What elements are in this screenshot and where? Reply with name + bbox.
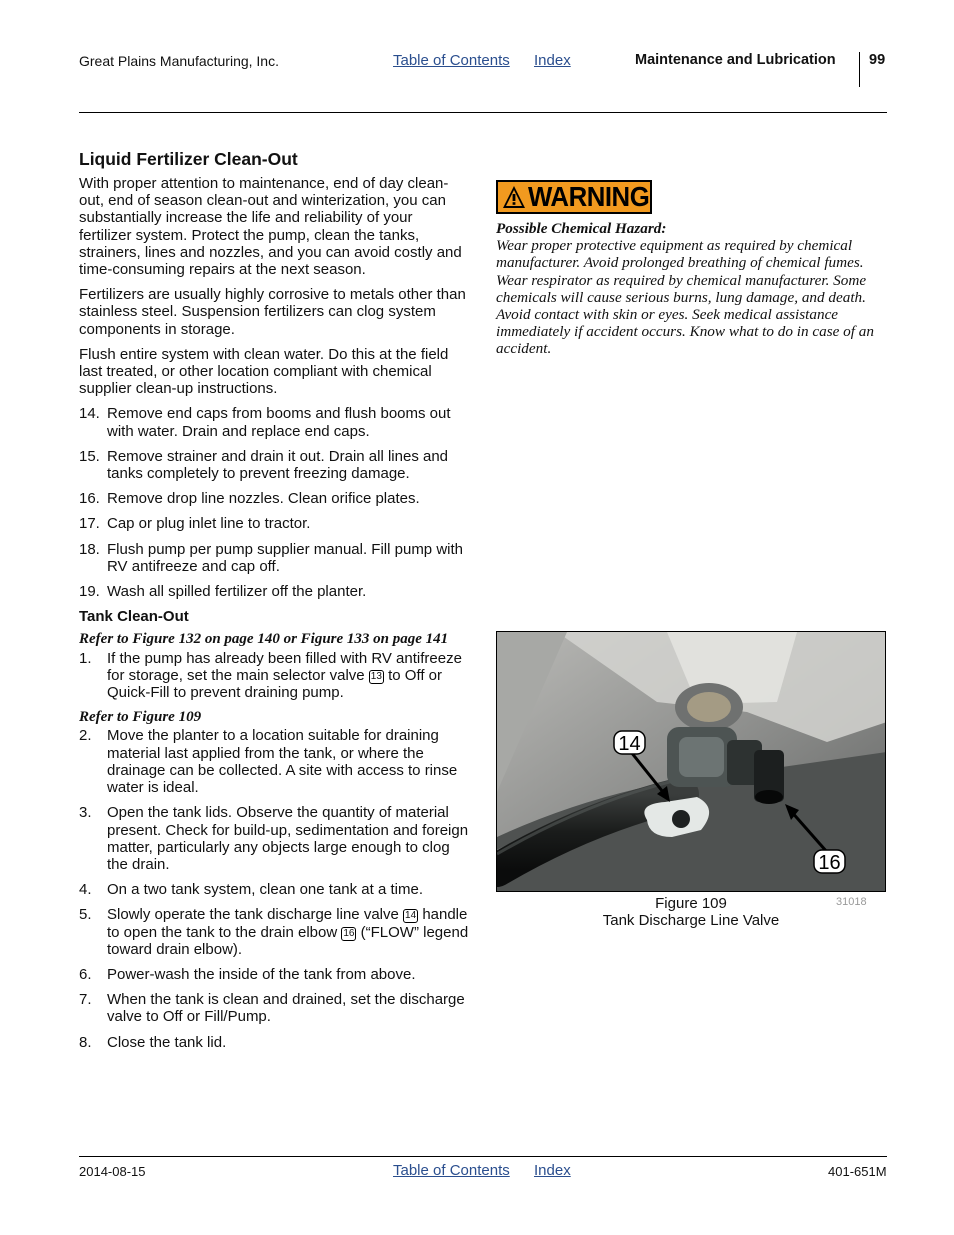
header-divider xyxy=(859,52,860,87)
list-item: 14. Remove end caps from booms and flush booms out with water. Drain and replace end caps. xyxy=(79,405,451,440)
footer-date: 2014-08-15 xyxy=(79,1164,146,1179)
figure-reference: Refer to Figure 109 xyxy=(79,709,202,726)
index-link-top[interactable]: Index xyxy=(534,52,571,69)
tank-valve-photo xyxy=(496,631,886,892)
subsection-heading: Tank Clean-Out xyxy=(79,608,189,626)
list-item: 3. Open the tank lids. Observe the quantity of material present. Check for build-up, sedimentation and foreign matter, particularly any objects large enough to clog the drain. xyxy=(79,804,469,873)
warning-heading: Possible Chemical Hazard: xyxy=(496,220,667,237)
toc-link-bottom[interactable]: Table of Contents xyxy=(393,1162,510,1179)
list-item: 16. Remove drop line nozzles. Clean orifice plates. xyxy=(79,490,420,508)
figure-caption: Tank Discharge Line Valve xyxy=(602,912,780,929)
company-name: Great Plains Manufacturing, Inc. xyxy=(79,53,279,69)
section-heading: Liquid Fertilizer Clean-Out xyxy=(79,149,298,169)
list-item: 15. Remove strainer and drain it out. Drain all lines and tanks completely to prevent freezing damage. xyxy=(79,447,449,483)
list-item: 1. If the pump has already been filled with RV antifreeze for storage, set the main selector valve 13 to Off or Quick-Fill to prevent draining pump. xyxy=(79,649,462,702)
footer-rule xyxy=(79,1156,887,1157)
figure-reference: Refer to Figure 132 on page 140 or Figure 133 on page 141 xyxy=(79,631,449,648)
doc-number: 401-651M xyxy=(828,1164,887,1179)
warning-text xyxy=(496,220,888,358)
page-number: 99 xyxy=(869,52,886,68)
list-item: 8. Close the tank lid. xyxy=(79,1033,227,1051)
warning-triangle-icon xyxy=(502,185,526,209)
list-item: 4. On a two tank system, clean one tank at a time. xyxy=(79,881,423,899)
list-item: 2. Move the planter to a location suitable for draining material last applied from the tank, or where the drainage can be collected. A site with access to rinse water is ideal. xyxy=(79,727,458,797)
index-link-bottom[interactable]: Index xyxy=(534,1162,571,1179)
photo-illustration xyxy=(497,632,886,892)
list-item: 19. Wash all spilled fertilizer off the planter. xyxy=(79,583,367,601)
left-column xyxy=(79,148,469,1059)
header-rule xyxy=(79,112,887,113)
toc-link-top[interactable]: Table of Contents xyxy=(393,52,510,69)
list-item: 7. When the tank is clean and drained, set the discharge valve to Off or Fill/Pump. xyxy=(79,991,465,1026)
callout-14: 14 xyxy=(405,910,417,922)
flush-paragraph: Flush entire system with clean water. Do this at the field last treated, or other location compliant with chemical supplier clean-up instructions. xyxy=(79,345,449,398)
callout-14-label: 14 xyxy=(618,733,641,755)
warning-banner xyxy=(496,180,652,214)
list-item: 6. Power-wash the inside of the tank from above. xyxy=(79,965,416,983)
callout-16-label: 16 xyxy=(818,852,841,874)
section-title: Maintenance and Lubrication xyxy=(635,52,836,68)
list-item: 5. Slowly operate the tank discharge line valve 14 handle to open the tank to the drain elbow 16 (“FLOW” legend toward drain elbow). xyxy=(79,906,469,958)
list-item: 18. Flush pump per pump supplier manual. Fill pump with RV antifreeze and cap off. xyxy=(79,540,463,575)
warning-label: WARNING xyxy=(528,181,650,212)
intro-paragraph: With proper attention to maintenance, end of day clean-out, end of season clean-out and winterization, you can substantially increase the life and reliability of your fertilizer system. Protect the pump, clean the tanks, strainers, lines and nozzles, and you can avoid costly and time-consuming repairs at the next season. xyxy=(79,175,462,279)
warning-body: Wear proper protective equipment as required by chemical manufacturer. Avoid prolonged breathing of chemical fumes. Wear respirator as required by chemical manufacturer. Some chemicals will cause serious burns, lung damage, and death. Avoid contact with skin or eyes. Seek medical assistance immediately if accident occurs. Know what to do in case of an accident. xyxy=(496,237,874,358)
image-number: 31018 xyxy=(836,896,867,908)
callout-13: 13 xyxy=(370,670,382,682)
figure-label: Figure 109 xyxy=(655,895,727,912)
corrosion-paragraph: Fertilizers are usually highly corrosive to metals other than stainless steel. Suspension fertilizers can clog system components in storage. xyxy=(79,286,466,338)
list-item: 17. Cap or plug inlet line to tractor. xyxy=(79,515,311,533)
callout-16: 16 xyxy=(343,927,355,939)
